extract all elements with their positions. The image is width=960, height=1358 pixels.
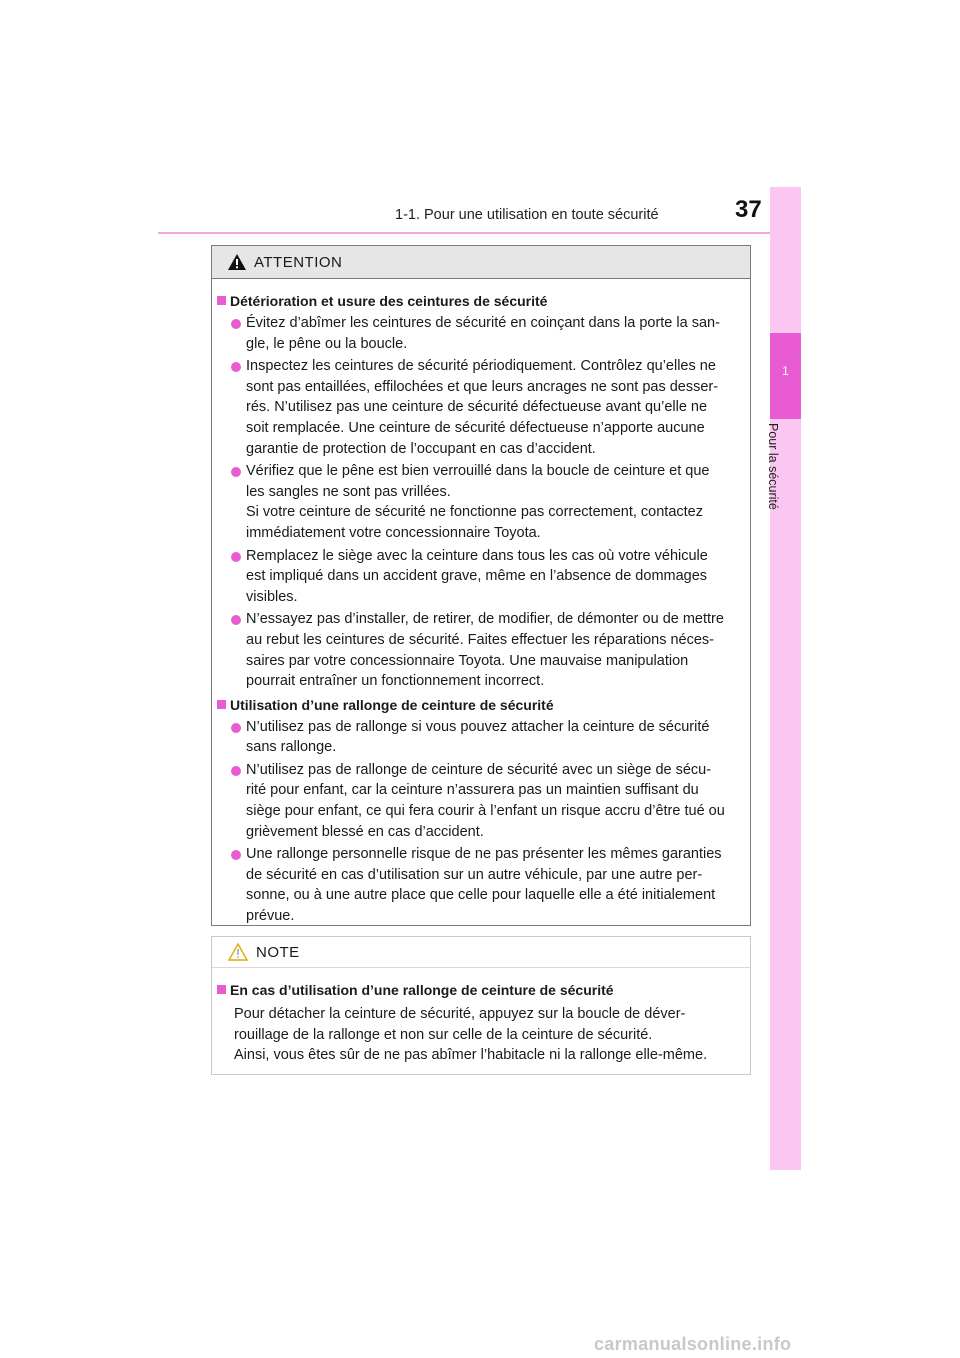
warning-bullet [217, 313, 742, 354]
bullet-line: grièvement blessé en cas d’accident. [246, 823, 484, 840]
note-section-title-text: En cas d’utilisation d’une rallonge de ceinture de sécurité [230, 982, 614, 998]
warning-bullet [217, 356, 742, 459]
side-tab-chapter-number: 1 [782, 364, 789, 378]
note-text [217, 1004, 742, 1066]
bullet-line: Évitez d’abîmer les ceintures de sécurité en coinçant dans la porte la san- [246, 315, 720, 331]
bullet-dot-icon [231, 850, 241, 860]
bullet-dot-icon [231, 319, 241, 329]
bullet-line: Vérifiez que le pêne est bien verrouillé dans la boucle de ceinture et que [246, 463, 710, 480]
header-divider [158, 232, 800, 234]
warning-bullet [217, 546, 742, 608]
note-line: rouillage de la rallonge et non sur celle de la ceinture de sécurité. [234, 1026, 653, 1043]
bullet-line: sonne, ou à une autre place que celle pour laquelle elle a été initialement [246, 887, 716, 904]
note-box [211, 936, 751, 1075]
warning-bullet [217, 717, 742, 758]
warning-body [212, 279, 750, 927]
note-line: Pour détacher la ceinture de sécurité, appuyez sur la boucle de déver- [234, 1006, 686, 1022]
bullet-line: les sangles ne sont pas vrillées. [246, 483, 451, 500]
warning-section-title [217, 291, 742, 311]
bullet-line: siège pour enfant, ce qui fera courir à l’enfant un risque accru d’être tué ou [246, 803, 725, 820]
warning-bullet [217, 844, 742, 926]
bullet-line: visibles. [246, 588, 298, 605]
bullet-line: soit remplacée. Une ceinture de sécurité défectueuse n’apporte aucune [246, 419, 705, 436]
bullet-line: sans rallonge. [246, 739, 337, 756]
warning-triangle-icon [228, 254, 246, 270]
bullet-line: N’essayez pas d’installer, de retirer, de modifier, de démonter ou de mettre [246, 611, 724, 628]
bullet-line: prévue. [246, 908, 295, 925]
bullet-line: pourrait entraîner un fonctionnement incorrect. [246, 673, 545, 690]
bullet-dot-icon [231, 552, 241, 562]
bullet-line: rés. N’utilisez pas une ceinture de sécurité défectueuse avant qu’elle ne [246, 399, 708, 416]
bullet-line: au rebut les ceintures de sécurité. Faites effectuer les réparations néces- [246, 631, 715, 648]
note-section-title [217, 980, 742, 1000]
warning-section-title-text: Détérioration et usure des ceintures de sécurité [230, 293, 548, 309]
warning-bullet [217, 760, 742, 842]
bullet-line: gle, le pêne ou la boucle. [246, 335, 408, 352]
caution-outline-icon [228, 943, 248, 961]
bullet-dot-icon [231, 467, 241, 477]
note-body [212, 968, 750, 1066]
bullet-line: sont pas entaillées, effilochées et que leurs ancrages ne sont pas desser- [246, 378, 719, 395]
side-tab-label [766, 423, 796, 543]
note-header [212, 937, 750, 968]
header-title: 1-1. Pour une utilisation en toute sécurité [395, 207, 659, 223]
bullet-dot-icon [231, 362, 241, 372]
warning-heading: ATTENTION [254, 253, 343, 271]
watermark: carmanualsonline.info [594, 1334, 792, 1354]
bullet-line: N’utilisez pas de rallonge si vous pouvez attacher la ceinture de sécurité [246, 718, 710, 735]
side-tab-label-text: Pour la sécurité [766, 423, 780, 510]
bullet-line: Si votre ceinture de sécurité ne fonctionne pas correctement, contactez [246, 504, 703, 521]
warning-section-title-text: Utilisation d’une rallonge de ceinture de sécurité [230, 696, 554, 713]
bullet-line: saires par votre concessionnaire Toyota. Une mauvaise manipulation [246, 652, 689, 669]
section-square-icon [217, 700, 226, 709]
warning-bullet [217, 461, 742, 543]
bullet-dot-icon [231, 766, 241, 776]
bullet-line: immédiatement votre concessionnaire Toyota. [246, 524, 541, 541]
warning-section-title [217, 695, 742, 715]
note-line: Ainsi, vous êtes sûr de ne pas abîmer l’habitacle ni la rallonge elle-même. [234, 1047, 708, 1064]
bullet-line: N’utilisez pas de rallonge de ceinture de sécurité avec un siège de sécu- [246, 761, 712, 778]
bullet-line: garantie de protection de l’occupant en cas d’accident. [246, 440, 596, 457]
warning-box [211, 245, 751, 926]
bullet-dot-icon [231, 615, 241, 625]
bullet-line: Inspectez les ceintures de sécurité périodiquement. Contrôlez qu’elles ne [246, 358, 716, 375]
section-square-icon [217, 296, 226, 305]
bullet-line: Remplacez le siège avec la ceinture dans tous les cas où votre véhicule [246, 547, 708, 564]
warning-header [212, 246, 750, 279]
bullet-line: rité pour enfant, car la ceinture n’assurera pas un maintien suffisant du [246, 782, 699, 799]
bullet-line: de sécurité en cas d’utilisation sur un autre véhicule, par une autre per- [246, 866, 703, 883]
note-heading: NOTE [256, 943, 300, 961]
bullet-line: est impliqué dans un accident grave, même en l’absence de dommages [246, 568, 708, 585]
bullet-dot-icon [231, 723, 241, 733]
section-square-icon [217, 985, 226, 994]
bullet-line: Une rallonge personnelle risque de ne pas présenter les mêmes garanties [246, 846, 722, 863]
page-number: 37 [735, 196, 762, 223]
warning-bullet [217, 609, 742, 691]
